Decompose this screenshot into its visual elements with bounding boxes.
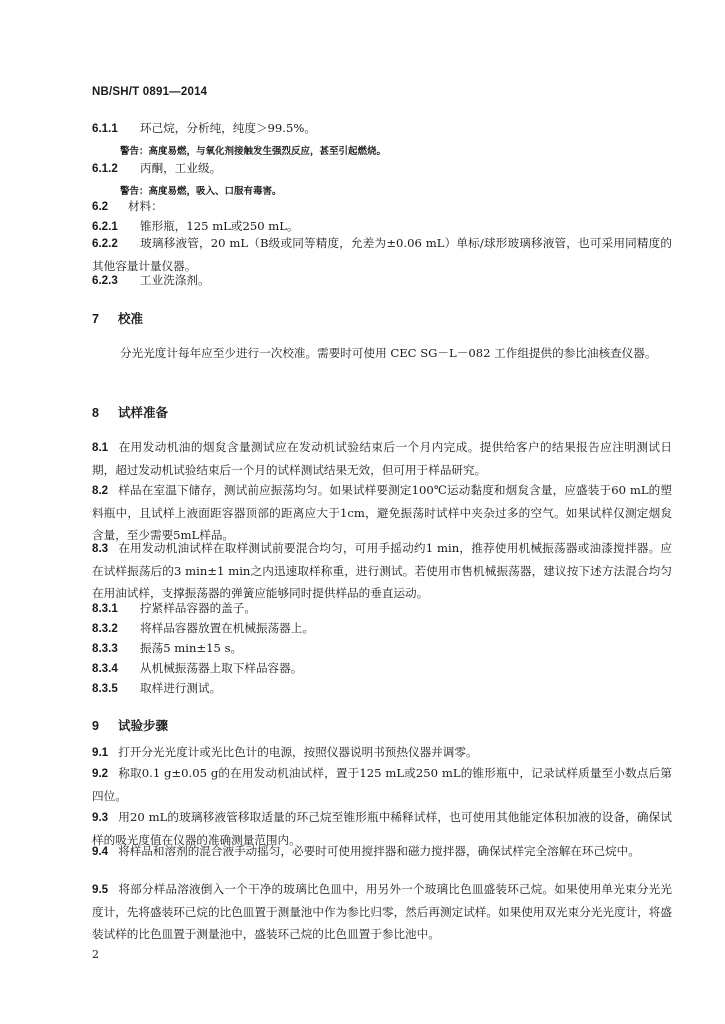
clause-6-1-2: 6.1.2 丙酮，工业级。	[92, 161, 222, 175]
clause-8-1: 8.1 在用发动机油的烟炱含量测试应在发动机试验结束后一个月内完成。提供给客户的结果报告应注明测试日期，超过发动机试验结束后一个月的试样测试结果无效，但可用于样品研究。	[92, 440, 672, 477]
clause-9-5: 9.5 将部分样品溶液倒入一个干净的玻璃比色皿中，用另外一个玻璃比色皿盛装环己烷。如果使用单光束分光光度计，先将盛装环己烷的比色皿置于测量池中作为参比归零，然后再测定试样。如果使用双光束分光光度计，将盛装试样的比色皿置于测量池中，盛装环己烷的比色皿置于参比池中。	[92, 882, 672, 941]
standard-header: NB/SH/T 0891—2014	[92, 86, 208, 98]
clause-8-3-3: 8.3.3 振荡5 min±15 s。	[92, 641, 243, 655]
warning-6-1-2: 警告：高度易燃，吸入、口服有毒害。	[120, 186, 282, 197]
clause-6-2-2: 6.2.2 玻璃移液管，20 mL（B级或同等精度，允差为±0.06 mL）单标/球形玻璃移液管，也可采用同精度的其他容量计量仪器。	[92, 236, 672, 273]
clause-6-2-1: 6.2.1 锥形瓶，125 mL或250 mL。	[92, 219, 299, 233]
section-7-heading: 7 校准	[92, 312, 144, 326]
clause-9-1: 9.1 打开分光光度计或光比色计的电源，按照仪器说明书预热仪器并调零。	[92, 745, 478, 759]
clause-6-2: 6.2 材料：	[92, 199, 163, 213]
clause-9-4: 9.4 将样品和溶剂的混合液手动摇匀，必要时可使用搅拌器和磁力搅拌器，确保试样完全溶解在环己烷中。	[92, 844, 640, 858]
clause-6-1-1: 6.1.1 环己烷，分析纯，纯度＞99.5%。	[92, 121, 316, 135]
clause-8-2: 8.2 样品在室温下储存，测试前应振荡均匀。如果试样要测定100℃运动黏度和烟炱含量，应盛装于60 mL的塑料瓶中，且试样上液面距容器顶部的距离应大于1cm，避免振荡时试样中夹杂过多的空气。如果试样仅测定烟炱含量，至少需要5mL样品。	[92, 483, 672, 542]
clause-9-3: 9.3 用20 mL的玻璃移液管移取适量的环己烷至锥形瓶中稀释试样，也可使用其他能定体积加液的设备，确保试样的吸光度值在仪器的准确测量范围内。	[92, 810, 672, 847]
clause-8-3-2: 8.3.2 将样品容器放置在机械振荡器上。	[92, 621, 314, 635]
clause-6-2-3: 6.2.3 工业洗涤剂。	[92, 273, 210, 287]
section-8-heading: 8 试样准备	[92, 406, 169, 420]
clause-8-3-5: 8.3.5 取样进行测试。	[92, 681, 222, 695]
clause-8-3-1: 8.3.1 拧紧样品容器的盖子。	[92, 601, 256, 615]
section-9-heading: 9 试验步骤	[92, 719, 169, 733]
warning-6-1-1: 警告：高度易燃，与氧化剂接触发生强烈反应，甚至引起燃烧。	[120, 146, 387, 157]
clause-9-2: 9.2 称取0.1 g±0.05 g的在用发动机油试样，置于125 mL或250 mL的锥形瓶中，记录试样质量至小数点后第四位。	[92, 766, 672, 803]
clause-8-3-4: 8.3.4 从机械振荡器上取下样品容器。	[92, 661, 303, 675]
page-number: 2	[92, 948, 99, 961]
clause-8-3: 8.3 在用发动机油试样在取样测试前要混合均匀，可用手摇动约1 min，推荐使用机械振荡器或油漆搅拌器。应在试样振荡后的3 min±1 min之内迅速取样称重，进行测试。若使用市售机械振荡器，建议按下述方法混合均匀在用油试样，支撑振荡器的弹簧应能够同时提供样品的垂直运动。	[92, 541, 672, 600]
section-7-body: 分光光度计每年应至少进行一次校准。需要时可使用 CEC SG－L－082 工作组提供的参比油核查仪器。	[120, 346, 657, 360]
